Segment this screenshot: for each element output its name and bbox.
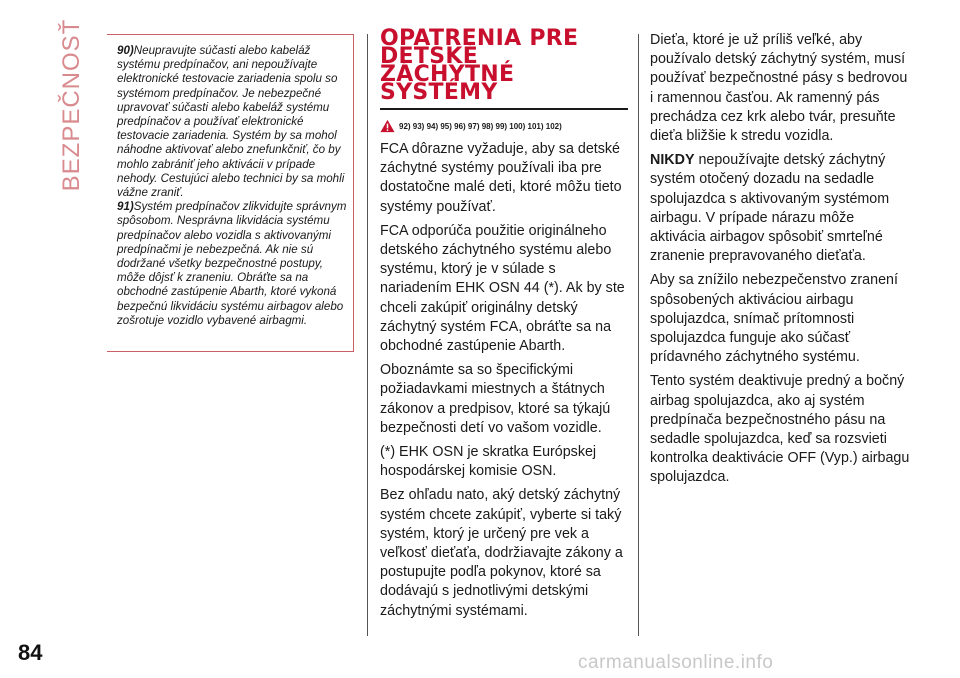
middle-body <box>380 140 628 621</box>
paragraph-rest: nepoužívajte detský záchytný systém otočený dozadu na sedadle spolujazdca s aktivovaným systémom airbagu. V prípade nárazu môže aktivácia airbagov spôsobiť smrteľné zranenie prepravovaného dieťaťa. <box>650 152 890 265</box>
paragraph: FCA dôrazne vyžaduje, aby sa detské záchytné systémy používali iba pre dostatočne malé deti, ktoré môžu tieto systémy používať. <box>380 141 622 215</box>
watermark-text: carmanualsonline.info <box>578 652 774 673</box>
section-title-line-3: SYSTÉMY <box>380 80 498 105</box>
footnote-number: 90) <box>117 44 134 57</box>
sidebar-section-text: BEZPEČNOSŤ <box>58 18 85 192</box>
column-divider-right <box>638 34 639 636</box>
paragraph: Bez ohľadu nato, aký detský záchytný systém chcete zakúpiť, vyberte si taký systém, ktorý je určený pre vek a veľkosť dieťaťa, dodržiavajte zákony a postupujte podľa pokynov, ktoré sa dodávajú s jednotlivými detskými záchytnými systémami. <box>380 487 623 619</box>
paragraph: (*) EHK OSN je skratka Európskej hospodárskej komisie OSN. <box>380 444 597 480</box>
warning-references <box>380 118 628 134</box>
paragraph: Dieťa, ktoré je už príliš veľké, aby používalo detský záchytný systém, musí používať bezpečnostné pásy s bedrovou i ramennou časťou. Ak ramenný pás prechádza cez krk alebo tvár, presuňte dieťa bližšie k stredu vozidla. <box>650 32 908 145</box>
paragraph: Tento systém deaktivuje predný a bočný airbag spolujazdca, ako aj systém predpínača bezpečnostného pásu na sedadle spolujazdca, keď sa rozsvieti kontrolka deaktivácie OFF (Vyp.) airbagu spolujazdca. <box>650 373 910 486</box>
paragraph: Aby sa znížilo nebezpečenstvo zranení spôsobených aktiváciou airbagu spolujazdca, snímač prítomnosti spolujazdca funguje ako súčasť prídavného záchytného systému. <box>650 272 898 366</box>
middle-column <box>380 26 628 626</box>
footnote-text: Neupravujte súčasti alebo kabeláž systému predpínačov, ani nepoužívajte elektronické testovacie zariadenia spolu so systémom predpínačov. Je nebezpečné upravovať súčasti alebo kabeláž systému predpínačov a používať elektronické testovacie zariadenia. Systém by sa mohol náhodne aktivovať alebo znefunkčniť, čo by mohlo zabrániť jeho aktivácii v prípade nehody. Cestujúci alebo technici by sa mohli vážne zraniť. <box>117 44 345 200</box>
emphasis-never: NIKDY <box>650 152 695 169</box>
column-divider-left <box>367 34 368 636</box>
title-underline <box>380 108 628 110</box>
paragraph-never <box>650 151 910 266</box>
page-number: 84 <box>18 640 43 665</box>
right-column <box>650 31 910 493</box>
footnotes-box <box>107 34 354 352</box>
footnote-text: Systém predpínačov zlikvidujte správnym spôsobom. Nesprávna likvidácia systému predpínačov alebo vozidla s aktivovanými predpínačmi je nebezpečná. Ak nie sú dodržané všetky bezpečnostné postupy, môže dôjsť k zraneniu. Obráťte sa na obchodné zastúpenie Abarth, ktoré vykoná bezpečnú likvidáciu systému airbagov alebo zošrotuje vozidlo vybavené airbagmi. <box>117 200 347 327</box>
footnote-91 <box>117 200 349 328</box>
section-title-line-2: DETSKÉ ZÁCHYTNÉ <box>380 44 515 87</box>
sidebar-section-label <box>54 18 90 192</box>
warning-refs-text: 92) 93) 94) 95) 96) 97) 98) 99) 100) 101) 102) <box>399 121 562 131</box>
paragraph: FCA odporúča použitie originálneho detského záchytného systému alebo systému, ktorý je v súlade s nariadením EHK OSN 44 (*). Ak by ste chceli zakúpiť originálny detský záchytný systém FCA, obráťte sa na obchodné zastúpenie Abarth. <box>380 222 625 355</box>
footnote-number: 91) <box>117 200 134 214</box>
paragraph: Oboznámte sa so špecifickými požiadavkami miestnych a štátnych zákonov a predpisov, ktoré sa týkajú bezpečnosti detí vo vašom vozidle. <box>380 362 611 436</box>
section-title <box>380 26 620 105</box>
footnote-90 <box>117 44 349 200</box>
warning-triangle-icon <box>380 119 395 133</box>
section-title-line-1: OPATRENIA PRE <box>380 26 579 51</box>
